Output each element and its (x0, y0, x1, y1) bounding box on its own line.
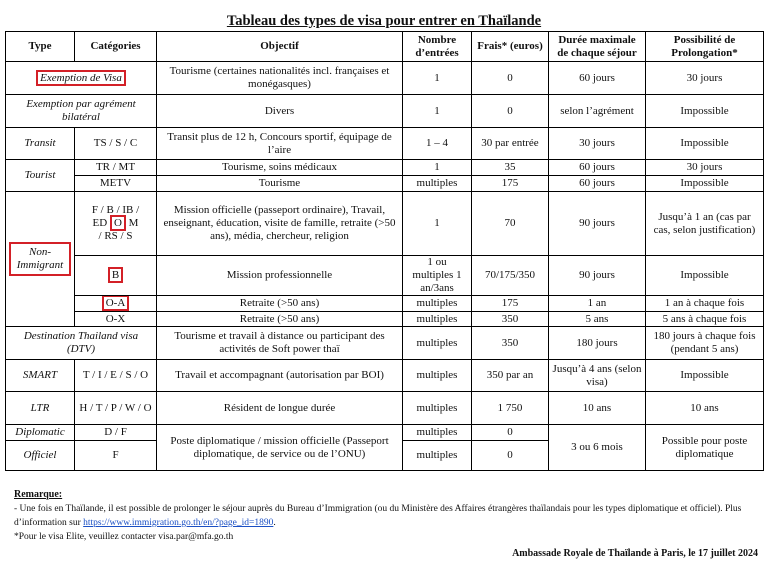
fees-cell: 30 par entrée (472, 128, 549, 160)
extension-cell: Impossible (646, 95, 764, 128)
category-cell (75, 256, 157, 296)
col-header-objectif: Objectif (157, 32, 403, 62)
highlight-box: B (108, 267, 123, 283)
entries-cell: multiples (403, 312, 472, 327)
table-row (6, 392, 764, 425)
fees-cell: 350 par an (472, 360, 549, 392)
table-row (6, 176, 764, 192)
objectif-cell: Mission professionnelle (157, 256, 403, 296)
table-row (6, 327, 764, 360)
highlight-box: Non-Immigrant (9, 242, 71, 276)
highlight-box: O (110, 215, 126, 231)
col-header-fees: Frais* (euros) (472, 32, 549, 62)
elite-note: *Pour le visa Elite, veuillez contacter visa.par@mfa.go.th (14, 532, 234, 542)
duration-cell: 3 ou 6 mois (549, 425, 646, 471)
remarks-section (14, 488, 754, 544)
table-row (6, 95, 764, 128)
col-header-entries: Nombre d’entrées (403, 32, 472, 62)
category-cell: F (75, 441, 157, 471)
table-row (6, 312, 764, 327)
fees-cell: 175 (472, 296, 549, 312)
objectif-cell: Transit plus de 12 h, Concours sportif, équipage de l’aire (157, 128, 403, 160)
extension-cell: 30 jours (646, 62, 764, 95)
type-cell: Exemption par agrément bilatéral (6, 95, 157, 128)
entries-cell: multiples (403, 392, 472, 425)
table-row (6, 256, 764, 296)
entries-cell: 1 (403, 95, 472, 128)
type-cell (6, 192, 75, 327)
fees-cell: 35 (472, 160, 549, 176)
fees-cell: 350 (472, 312, 549, 327)
entries-cell: 1 (403, 192, 472, 256)
category-code: M (128, 217, 139, 229)
duration-cell: 180 jours (549, 327, 646, 360)
table-row (6, 296, 764, 312)
entries-cell: multiples (403, 327, 472, 360)
objectif-cell: Mission officielle (passeport ordinaire), Travail, enseignant, éducation, visite de famille, retraite (>50 ans), média, chercheur, religion (157, 192, 403, 256)
category-cell: TS / S / C (75, 128, 157, 160)
extension-cell: 10 ans (646, 392, 764, 425)
fees-cell: 350 (472, 327, 549, 360)
remarks-text: - Une fois en Thaïlande, il est possible de prolonger le séjour auprès du Bureau d’Immigration (ou du Ministère des Affaires étrangères thaïlandais pour les types diplomatique et officiel). Plus d’information sur (14, 504, 742, 528)
category-line: F / B / IB / (91, 204, 140, 216)
duration-cell: 5 ans (549, 312, 646, 327)
extension-cell: Impossible (646, 176, 764, 192)
table-row (6, 160, 764, 176)
extension-cell: Jusqu’à 1 an (cas par cas, selon justification) (646, 192, 764, 256)
col-header-extension: Possibilité de Prolongation* (646, 32, 764, 62)
category-code: ED (92, 217, 108, 229)
entries-cell: multiples (403, 176, 472, 192)
entries-cell: multiples (403, 296, 472, 312)
entries-cell: 1 ou multiples 1 an/3ans (403, 256, 472, 296)
objectif-cell: Retraite (>50 ans) (157, 296, 403, 312)
highlight-box: O-A (102, 296, 130, 312)
type-cell: Transit (6, 128, 75, 160)
entries-cell: 1 – 4 (403, 128, 472, 160)
extension-cell: 180 jours à chaque fois (pendant 5 ans) (646, 327, 764, 360)
fees-cell: 175 (472, 176, 549, 192)
objectif-cell: Tourisme (157, 176, 403, 192)
objectif-cell: Retraite (>50 ans) (157, 312, 403, 327)
entries-cell: 1 (403, 160, 472, 176)
category-cell: TR / MT (75, 160, 157, 176)
col-header-categories: Catégories (75, 32, 157, 62)
type-cell: Diplomatic (6, 425, 75, 441)
type-cell: Tourist (6, 160, 75, 192)
duration-cell: selon l’agrément (549, 95, 646, 128)
objectif-cell: Résident de longue durée (157, 392, 403, 425)
col-header-duration: Durée maximale de chaque séjour (549, 32, 646, 62)
immigration-link[interactable]: https://www.immigration.go.th/en/?page_id=1890 (83, 518, 274, 528)
entries-cell: multiples (403, 360, 472, 392)
objectif-cell: Divers (157, 95, 403, 128)
extension-cell: Impossible (646, 128, 764, 160)
type-cell: LTR (6, 392, 75, 425)
type-cell: Destination Thailand visa (DTV) (6, 327, 157, 360)
extension-cell: 1 an à chaque fois (646, 296, 764, 312)
category-cell (75, 192, 157, 256)
table-row (6, 128, 764, 160)
duration-cell: 90 jours (549, 192, 646, 256)
remarks-heading: Remarque: (14, 489, 63, 500)
extension-cell: 5 ans à chaque fois (646, 312, 764, 327)
fees-cell: 0 (472, 441, 549, 471)
category-cell: O-X (75, 312, 157, 327)
duration-cell: Jusqu’à 4 ans (selon visa) (549, 360, 646, 392)
table-row (6, 360, 764, 392)
table-row (6, 62, 764, 95)
extension-cell: Possible pour poste diplomatique (646, 425, 764, 471)
header-row (6, 32, 764, 62)
fees-cell: 1 750 (472, 392, 549, 425)
remarks-period: . (273, 518, 276, 528)
category-cell: H / T / P / W / O (75, 392, 157, 425)
duration-cell: 60 jours (549, 62, 646, 95)
category-cell: D / F (75, 425, 157, 441)
table-row (6, 192, 764, 256)
category-cell: METV (75, 176, 157, 192)
objectif-cell: Tourisme et travail à distance ou participant des activités de Soft power thaï (157, 327, 403, 360)
duration-cell: 60 jours (549, 176, 646, 192)
col-header-type: Type (6, 32, 75, 62)
entries-cell: multiples (403, 425, 472, 441)
extension-cell: Impossible (646, 360, 764, 392)
visa-table (5, 31, 764, 471)
type-cell: SMART (6, 360, 75, 392)
footer-signature: Ambassade Royale de Thaïlande à Paris, le 17 juillet 2024 (512, 548, 758, 559)
objectif-cell: Tourisme, soins médicaux (157, 160, 403, 176)
duration-cell: 90 jours (549, 256, 646, 296)
category-cell (75, 296, 157, 312)
type-cell (6, 62, 157, 95)
objectif-cell: Tourisme (certaines nationalités incl. françaises et monégasques) (157, 62, 403, 95)
duration-cell: 60 jours (549, 160, 646, 176)
type-cell: Officiel (6, 441, 75, 471)
entries-cell: 1 (403, 62, 472, 95)
objectif-cell: Poste diplomatique / mission officielle (Passeport diplomatique, de service ou de l’ONU) (157, 425, 403, 471)
duration-cell: 30 jours (549, 128, 646, 160)
table-row (6, 425, 764, 441)
remarks-paragraph (14, 502, 754, 530)
highlight-box: Exemption de Visa (36, 70, 126, 86)
entries-cell: multiples (403, 441, 472, 471)
fees-cell: 70/175/350 (472, 256, 549, 296)
page-title: Tableau des types de visa pour entrer en Thaïlande (226, 13, 542, 29)
fees-cell: 70 (472, 192, 549, 256)
fees-cell: 0 (472, 425, 549, 441)
fees-cell: 0 (472, 95, 549, 128)
extension-cell: Impossible (646, 256, 764, 296)
objectif-cell: Travail et accompagnant (autorisation par BOI) (157, 360, 403, 392)
extension-cell: 30 jours (646, 160, 764, 176)
fees-cell: 0 (472, 62, 549, 95)
category-line: / RS / S (98, 230, 133, 242)
duration-cell: 1 an (549, 296, 646, 312)
category-line (78, 217, 153, 230)
category-cell: T / I / E / S / O (75, 360, 157, 392)
duration-cell: 10 ans (549, 392, 646, 425)
